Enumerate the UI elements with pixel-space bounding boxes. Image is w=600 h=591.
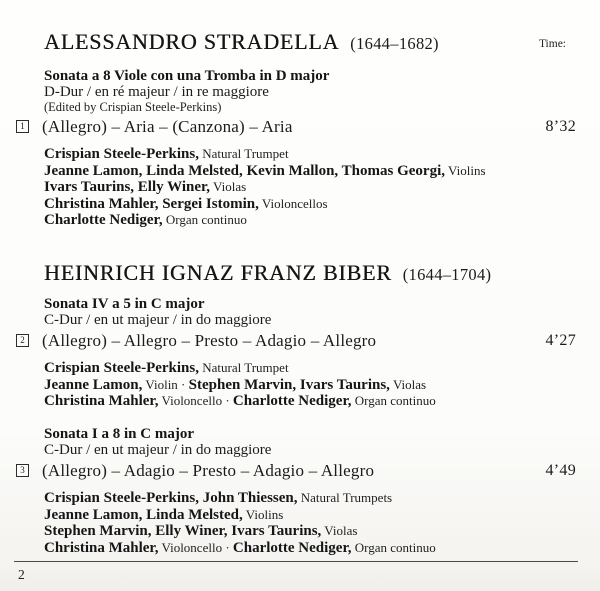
track-movements: (Allegro) – Aria – (Canzona) – Aria <box>42 117 293 136</box>
performer-line: Crispian Steele-Perkins, Natural Trumpet <box>44 360 289 376</box>
track-row <box>16 117 576 136</box>
performer-line: Stephen Marvin, Elly Winer, Ivars Taurins, Violas <box>44 523 358 539</box>
performer-line: Christina Mahler, Sergei Istomin, Violoncellos <box>44 195 328 212</box>
work-keys: D-Dur / en ré majeur / in re maggiore <box>44 84 269 100</box>
track-number-badge <box>16 120 29 133</box>
performer-line: Jeanne Lamon, Linda Melsted, Kevin Mallon, Thomas Georgi, Violins <box>44 162 486 179</box>
work-keys: C-Dur / en ut majeur / in do maggiore <box>44 312 272 328</box>
track-row <box>16 331 576 350</box>
track-number: 1 <box>20 121 25 131</box>
track-duration: 8’32 <box>545 118 576 135</box>
work-title: Sonata IV a 5 in C major <box>44 296 205 312</box>
track-movements: (Allegro) – Adagio – Presto – Adagio – Allegro <box>42 461 375 480</box>
composer-dates: (1644–1704) <box>402 265 492 284</box>
performer-line: Crispian Steele-Perkins, John Thiessen, Natural Trumpets <box>44 490 393 506</box>
track-number-badge <box>16 334 29 347</box>
track-number: 2 <box>20 335 25 345</box>
track-duration: 4’49 <box>545 462 576 479</box>
work-keys: C-Dur / en ut majeur / in do maggiore <box>44 442 272 458</box>
track-row <box>16 461 576 480</box>
performer-line: Jeanne Lamon, Violin · Stephen Marvin, Ivars Taurins, Violas <box>44 376 427 393</box>
track-duration: 4’27 <box>545 332 576 349</box>
composer-name: HEINRICH IGNAZ FRANZ BIBER <box>44 260 392 285</box>
performer-line: Ivars Taurins, Elly Winer, Violas <box>44 179 247 195</box>
track-movements: (Allegro) – Allegro – Presto – Adagio – Allegro <box>42 331 377 350</box>
composer-heading-biber <box>44 261 578 288</box>
performer-line: Jeanne Lamon, Linda Melsted, Violins <box>44 506 284 523</box>
performer-line: Charlotte Nediger, Organ continuo <box>44 212 247 228</box>
performers-block <box>44 490 578 556</box>
work-title: Sonata a 8 Viole con una Tromba in D major <box>44 68 330 84</box>
composer-dates: (1644–1682) <box>350 34 439 53</box>
time-column-label: Time: <box>538 38 566 50</box>
work-edition-note: (Edited by Crispian Steele-Perkins) <box>44 100 222 114</box>
work-title: Sonata I a 8 in C major <box>44 426 195 442</box>
composer-heading-stradella <box>44 30 578 57</box>
composer-name: ALESSANDRO STRADELLA <box>44 29 340 54</box>
performers-block <box>44 360 578 410</box>
performers-block <box>44 146 578 229</box>
performer-line: Christina Mahler, Violoncello · Charlotte Nediger, Organ continuo <box>44 539 436 556</box>
track-number-badge <box>16 464 29 477</box>
track-number: 3 <box>20 465 25 475</box>
footer-rule <box>14 561 578 562</box>
performer-line: Christina Mahler, Violoncello · Charlotte Nediger, Organ continuo <box>44 393 436 409</box>
performer-line: Crispian Steele-Perkins, Natural Trumpet <box>44 146 289 162</box>
page-number: 2 <box>18 567 25 582</box>
